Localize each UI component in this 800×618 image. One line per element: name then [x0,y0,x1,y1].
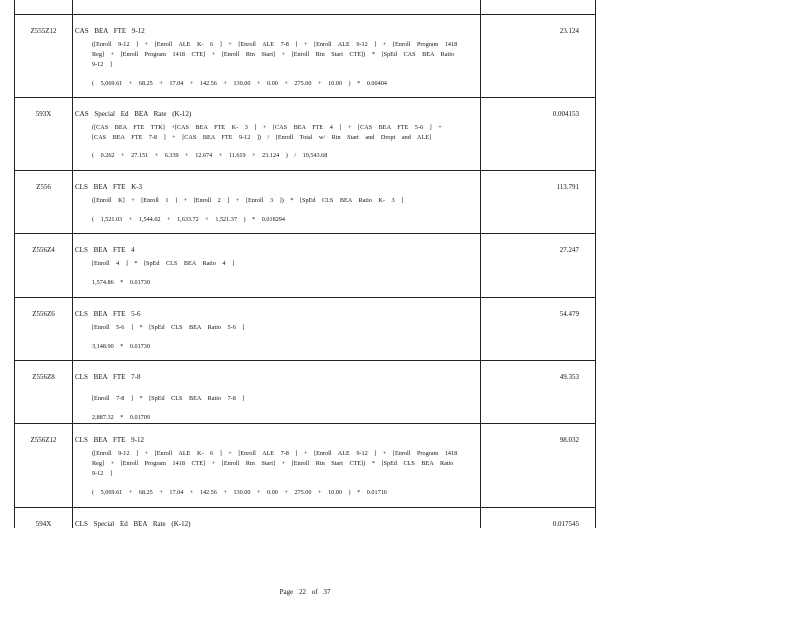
table-row [15,170,595,234]
page-total: 37 [323,588,331,596]
row-name: CLS BEA FTE 9-12 [75,436,144,444]
row-name: CAS Special Ed BEA Rate (K-12) [75,110,192,118]
row-code: Z556Z12 [30,436,57,444]
row-code: Z556Z4 [32,246,55,254]
row-name: CAS BEA FTE 9-12 [75,27,145,35]
row-amount: 0.017545 [552,520,579,528]
row-formula: [Enroll 7-8 ] * [SpEd CLS BEA Ratio 7-8 ] [92,395,245,402]
row-amount: 0.004153 [552,110,579,118]
row-calculation: ( 1,521.03 + 1,544.02 + 1,633.72 + 1,521.37 ) * 0.018294 [92,216,285,223]
row-amount: 113.791 [556,183,579,191]
row-calculation: 3,148.90 * 0.01730 [92,343,150,350]
row-amount: 49.353 [559,373,579,381]
row-calculation: 2,887.32 * 0.01709 [92,414,150,421]
row-calculation: ( 5,069.61 + 68.25 + 17.04 + 142.56 + 130.00 + 0.00 + 275.00 + 10.00 ) * 0.00404 [92,80,387,87]
table-row [15,360,595,424]
row-name: CLS BEA FTE 4 [75,246,135,254]
page-number: 22 [299,588,306,596]
table-row [15,233,595,298]
row-calculation: 1,574.86 * 0.01730 [92,279,150,286]
row-name: CLS BEA FTE 7-8 [75,373,141,381]
page-label: Page [279,588,294,596]
row-code: Z556Z8 [32,373,55,381]
table-row [15,423,595,508]
row-code: Z556 [36,183,51,191]
row-formula: [Enroll 5-6 ] * [SpEd CLS BEA Ratio 5-6 ] [92,324,245,331]
row-amount: 54.479 [559,310,579,318]
row-amount: 98.032 [559,436,579,444]
row-formula: ([Enroll 9-12 ] + [Enroll ALE K- 6 ] + [Enroll ALE 7-8 ] + [Enroll ALE 9-12 ] + [Enroll Program 1418 Reg] + [Enroll Program 1418 CTE] + [Enroll Rtn Start] + [Enroll Rtn Start CTE]) * [SpEd CLS BEA Ratio 9-12 ] [92,450,458,477]
row-amount: 23.124 [559,27,579,35]
row-code: 594X [35,520,52,528]
row-name: CLS BEA FTE K-3 [75,183,143,191]
page-footer [0,588,610,596]
table-row [15,14,595,98]
row-calculation: ( 5,069.61 + 68.25 + 17.04 + 142.56 + 130.00 + 0.00 + 275.00 + 10.00 ) * 0.01716 [92,489,387,496]
row-code: 593X [35,110,52,118]
table-row [15,297,595,361]
row-calculation: ( 0.262 + 27.151 + 6.339 + 12.674 + 11.619 + 23.124 ) / 19,543.68 [92,152,328,159]
formula-table [14,0,596,528]
row-formula: ([CAS BEA FTE TTK] +[CAS BEA FTE K- 3 ] + [CAS BEA FTE 4 ] + [CAS BEA FTE 5-6 ] + [CAS BEA FTE 7-8 ] + [CAS BEA FTE 9-12 ]) / [Enroll Total w/ Rtn Start and Dropt and ALE] [92,124,442,141]
row-code: Z556Z6 [32,310,55,318]
row-name: CLS BEA FTE 5-6 [75,310,141,318]
row-code: Z555Z12 [30,27,57,35]
table-row [15,507,595,529]
row-formula: ([Enroll K] + [Enroll 1 ] + [Enroll 2 ] + [Enroll 3 ]) * [SpEd CLS BEA Ratio K- 3 ] [92,197,404,204]
table-row [15,97,595,171]
row-name: CLS Special Ed BEA Rate (K-12) [75,520,191,528]
row-formula: [Enroll 4 ] * [SpEd CLS BEA Ratio 4 ] [92,260,235,267]
page-of-label: of [311,588,318,596]
row-formula: ([Enroll 9-12 ] + [Enroll ALE K- 6 ] + [Enroll ALE 7-8 ] + [Enroll ALE 9-12 ] + [Enroll Program 1418 Reg] + [Enroll Program 1418 CTE] + [Enroll Rtn Start] + [Enroll Rtn Start CTE]) * [SpEd CAS BEA Ratio 9-12 ] [92,41,458,68]
row-amount: 27.247 [559,246,579,254]
